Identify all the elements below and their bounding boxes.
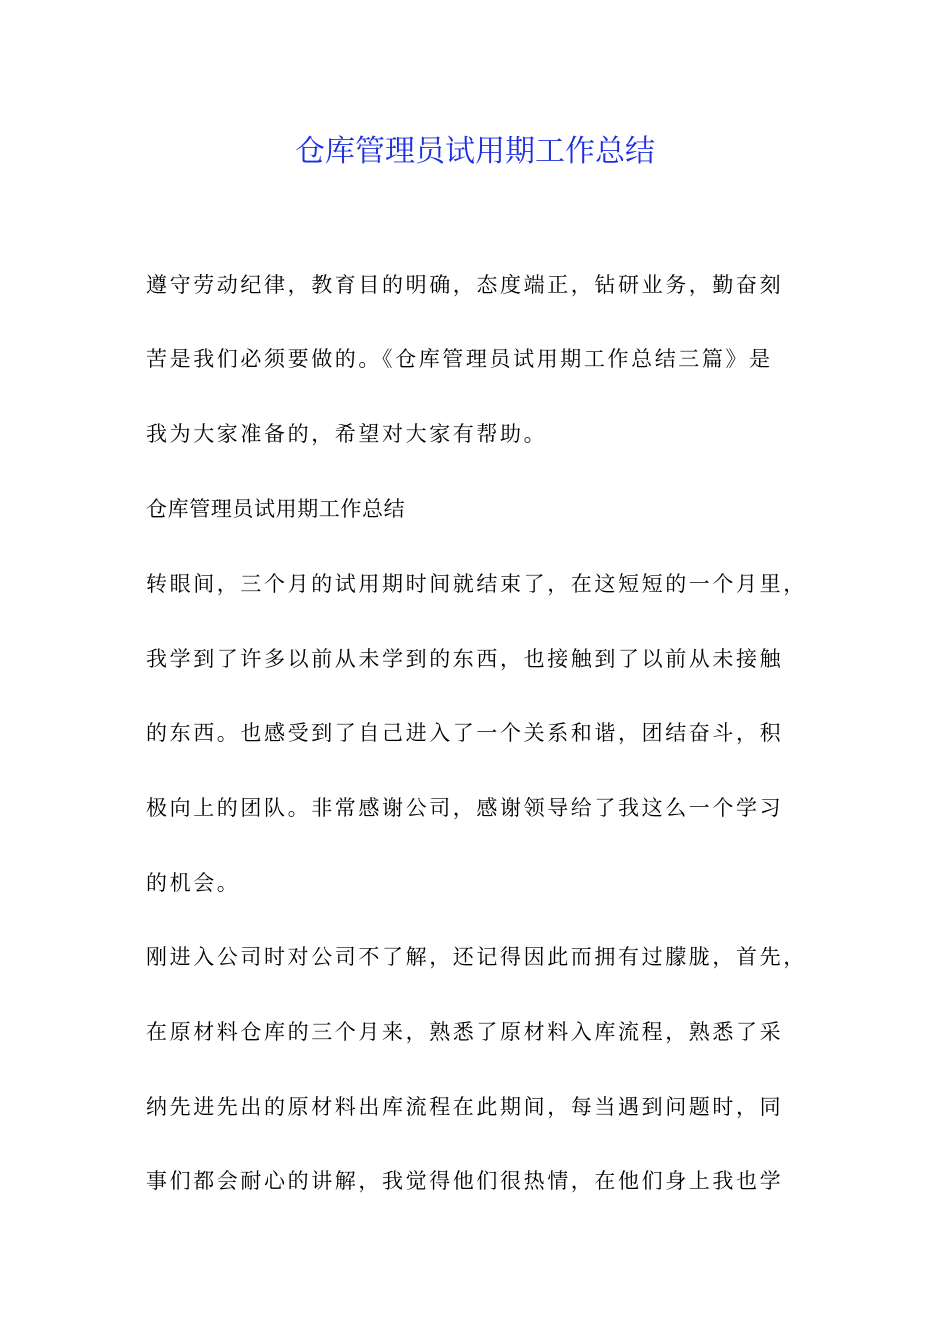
body-line: 遵守劳动纪律，教育目的明确，态度端正，钻研业务，勤奋刻: [146, 273, 784, 297]
body-line: 纳先进先出的原材料出库流程在此期间，每当遇到问题时，同: [146, 1095, 784, 1119]
body-line: 我学到了许多以前从未学到的东西，也接触到了以前从未接触: [146, 647, 784, 671]
body-line: 转眼间，三个月的试用期时间就结束了，在这短短的一个月里，: [146, 572, 807, 596]
body-line: 的东西。也感受到了自己进入了一个关系和谐，团结奋斗，积: [146, 721, 784, 745]
body-line: 刚进入公司时对公司不了解，还记得因此而拥有过朦胧，首先，: [146, 945, 807, 969]
body-line: 的机会。: [146, 871, 241, 895]
body-line: 极向上的团队。非常感谢公司，感谢领导给了我这么一个学习: [146, 796, 784, 820]
document-title: 仓库管理员试用期工作总结: [295, 134, 655, 169]
body-line: 苦是我们必须要做的。《仓库管理员试用期工作总结三篇》是: [146, 347, 773, 371]
body-line: 在原材料仓库的三个月来，熟悉了原材料入库流程，熟悉了采: [146, 1020, 784, 1044]
body-line: 我为大家准备的，希望对大家有帮助。: [146, 422, 548, 446]
section-heading: 仓库管理员试用期工作总结: [146, 497, 406, 521]
body-line: 事们都会耐心的讲解，我觉得他们很热情，在他们身上我也学: [146, 1169, 784, 1193]
